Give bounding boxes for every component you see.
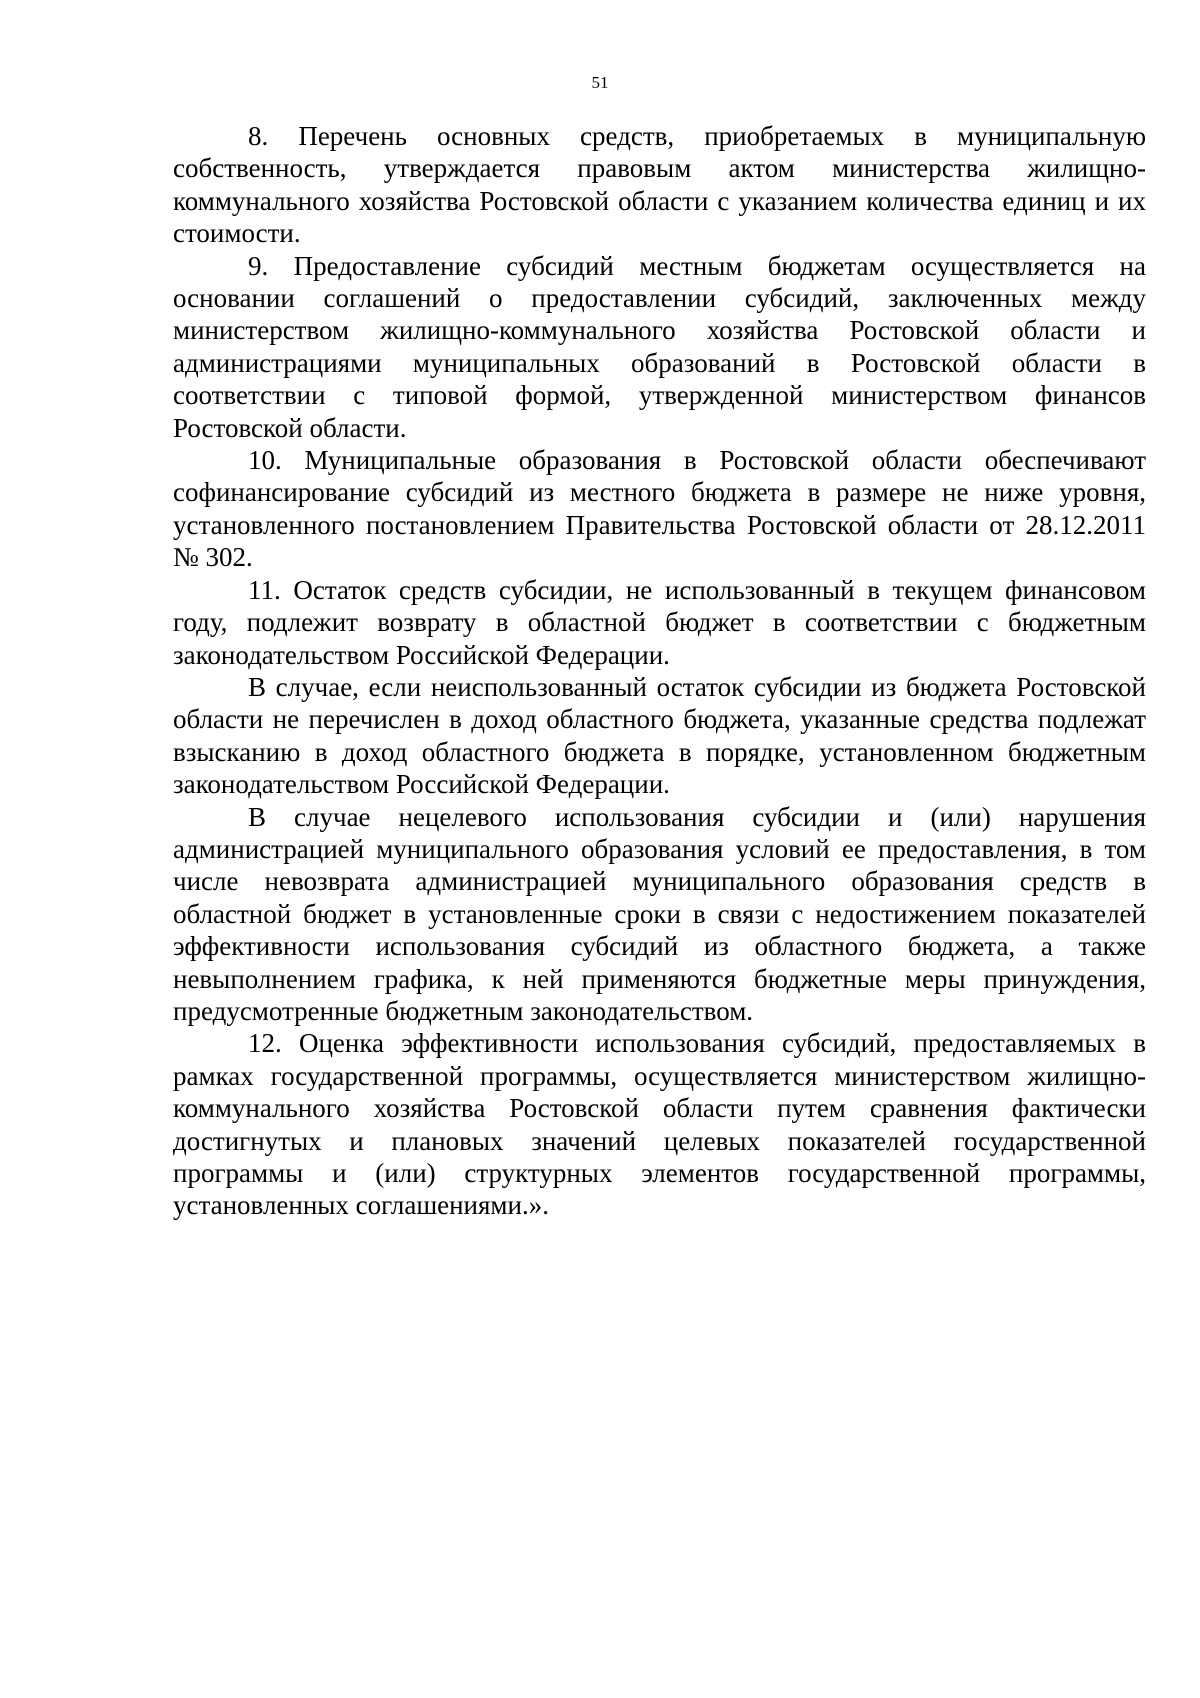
paragraph-misuse-measures: В случае нецелевого использования субсидии и (или) нарушения администрацией муниципального образования условий ее предоставления, в том числе невозврата администрацией муниципального образования средств в областной бюджет в установленные сроки в связи с недостижением показателей эффективности использования субсидий из областного бюджета, а также невыполнением графика, к ней применяются бюджетные меры принуждения, предусмотренные бюджетным законодательством.: [173, 801, 1146, 1026]
paragraph-item-12: 12. Оценка эффективности использования субсидий, предоставляемых в рамках государственной программы, осуществляется министерством жилищно-коммунального хозяйства Ростовской области путем сравнения фактически достигнутых и плановых значений целевых показателей государственной программы и (или) структурных элементов государственной программы, установленных соглашениями.».: [173, 1028, 1146, 1221]
paragraph-item-10: 10. Муниципальные образования в Ростовской области обеспечивают софинансирование субсидий из местного бюджета в размере не ниже уровня, установленного постановлением Правительства Ростовской области от 28.12.2011 № 302.: [173, 445, 1146, 573]
paragraph-unused-balance: В случае, если неиспользованный остаток субсидии из бюджета Ростовской области не перечислен в доход областного бюджета, указанные средства подлежат взысканию в доход областного бюджета в порядке, установленном бюджетным законодательством Российской Федерации.: [173, 671, 1146, 800]
document-body: [173, 120, 1146, 1222]
paragraph-item-8: 8. Перечень основных средств, приобретаемых в муниципальную собственность, утверждается правовым актом министерства жилищно-коммунального хозяйства Ростовской области с указанием количества единиц и их стоимости.: [173, 121, 1146, 249]
paragraph-item-11: 11. Остаток средств субсидии, не использованный в текущем финансовом году, подлежит возврату в областной бюджет в соответствии с бюджетным законодательством Российской Федерации.: [173, 574, 1146, 670]
paragraph-item-9: 9. Предоставление субсидий местным бюджетам осуществляется на основании соглашений о предоставлении субсидий, заключенных между министерством жилищно-коммунального хозяйства Ростовской области и администрациями муниципальных образований в Ростовской области в соответствии с типовой формой, утвержденной министерством финансов Ростовской области.: [173, 250, 1146, 443]
page-number: 51: [591, 73, 609, 92]
